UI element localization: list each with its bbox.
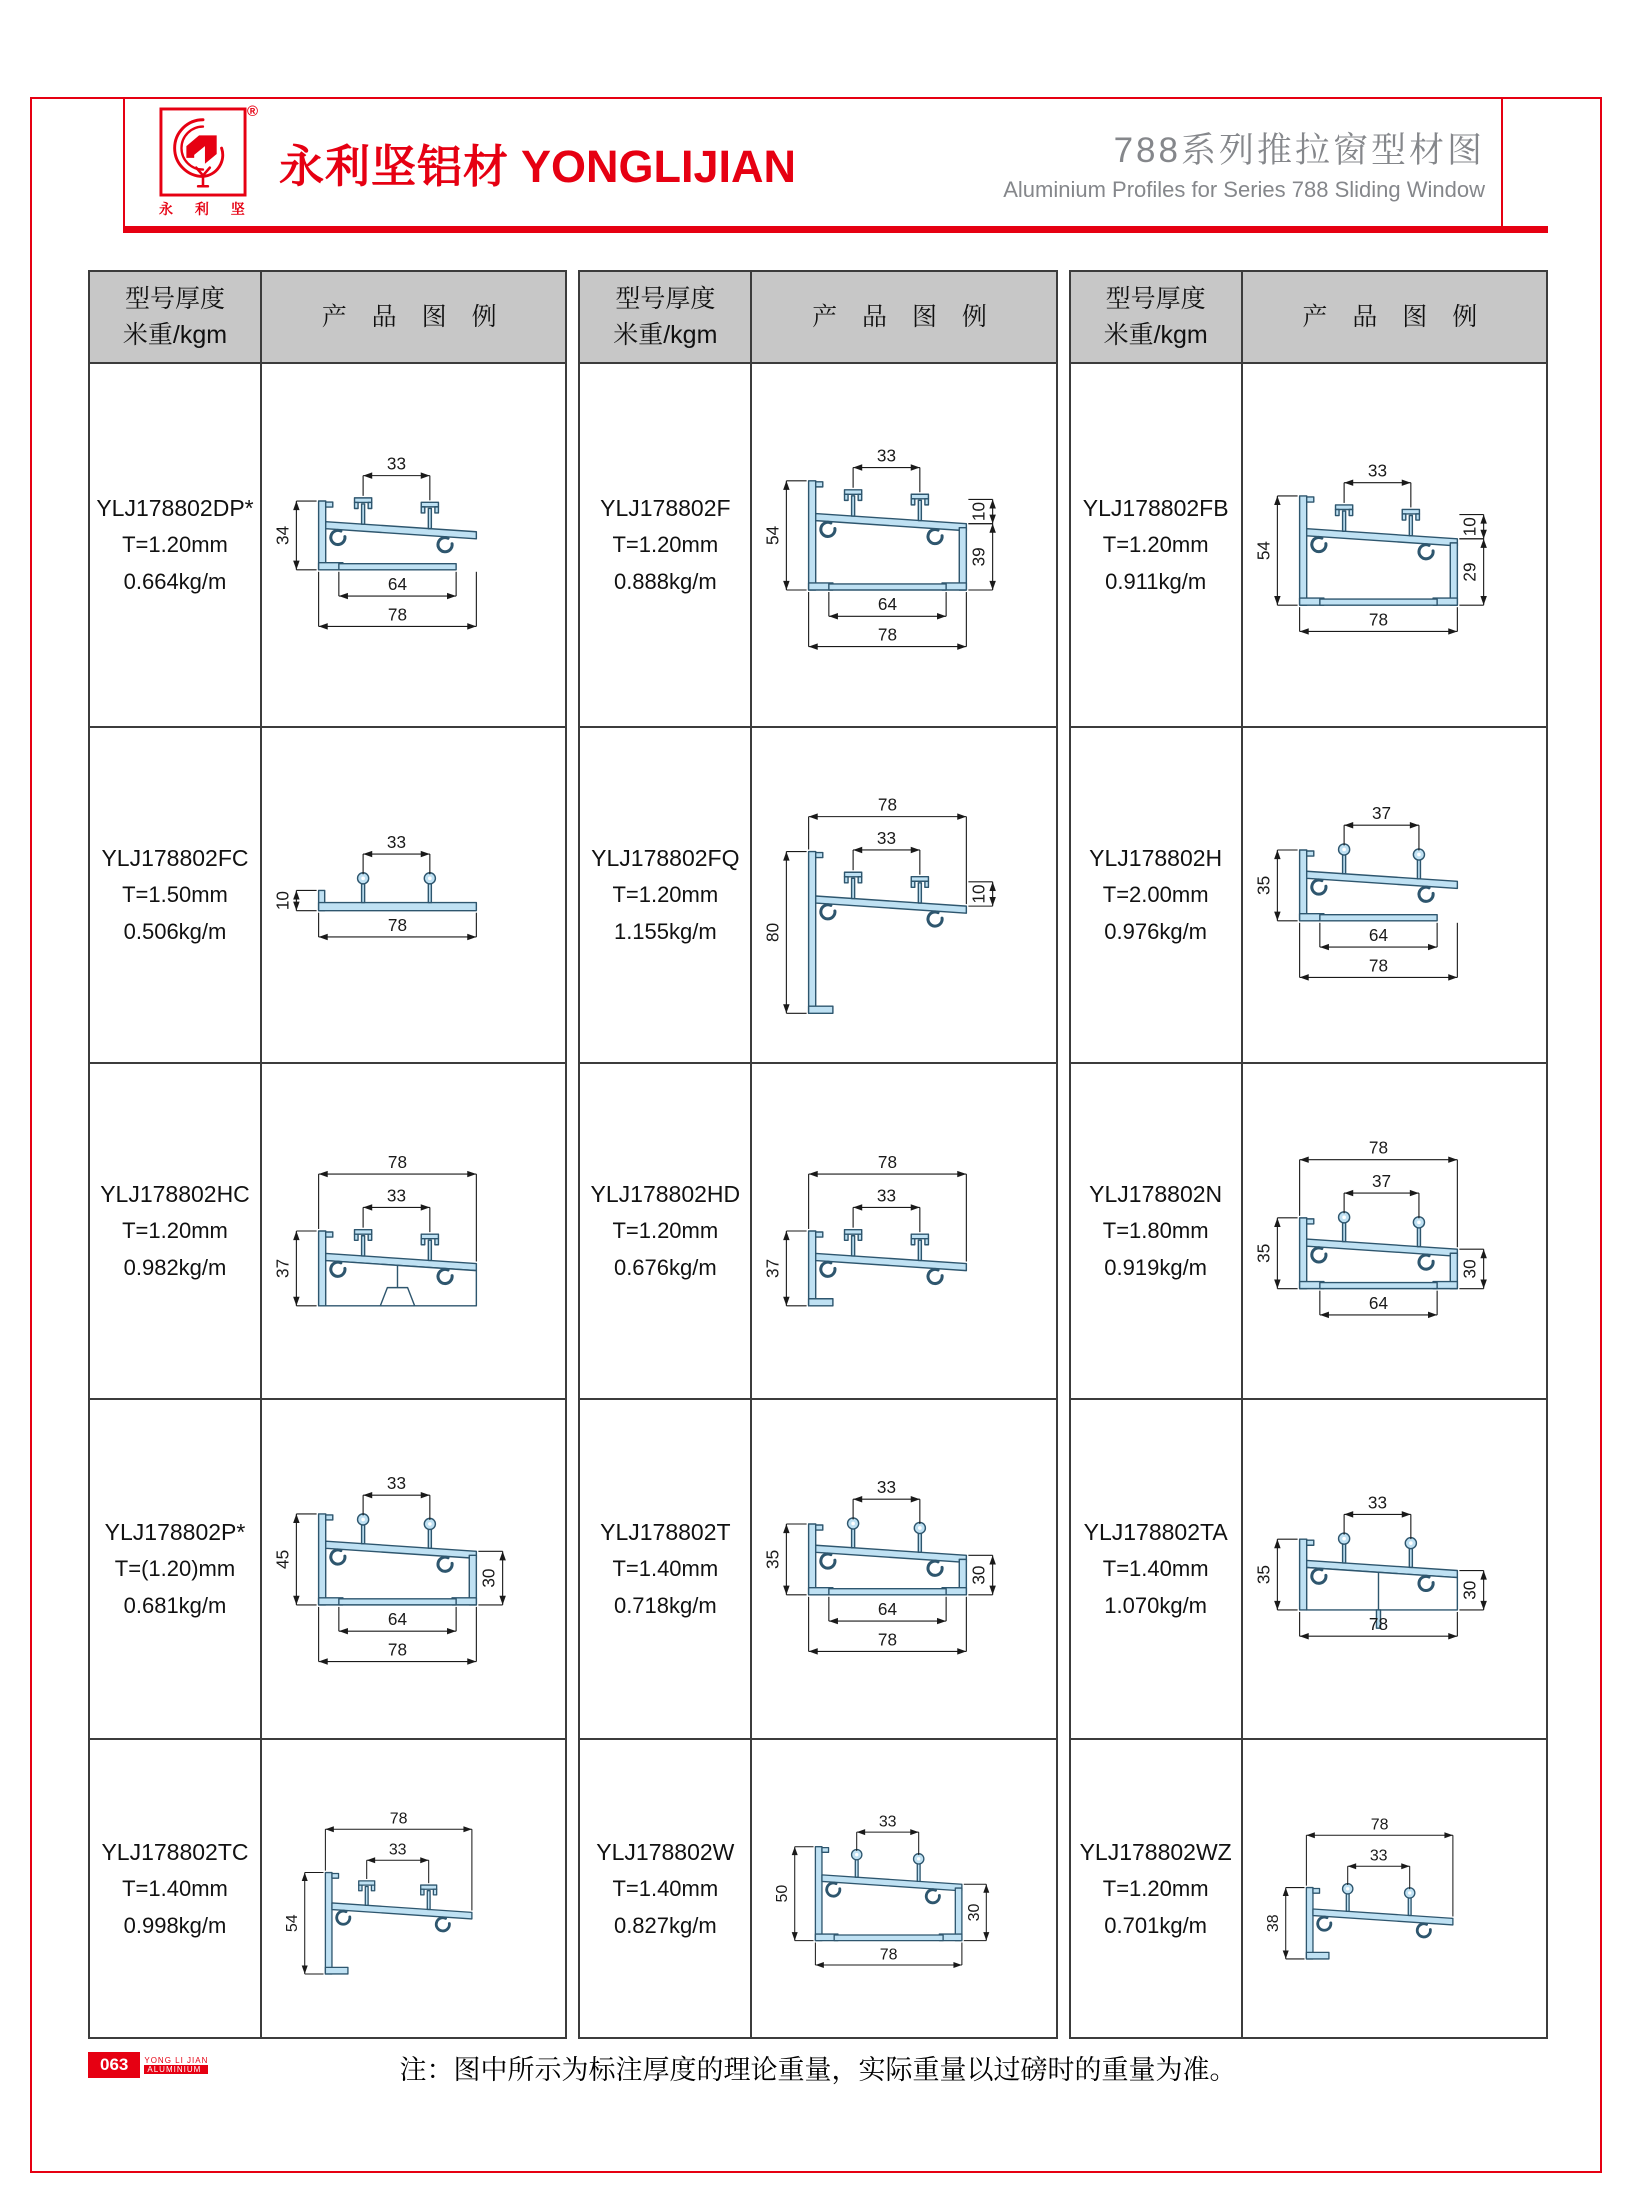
- product-weight: 0.982kg/m: [123, 1255, 227, 1280]
- profile-drawing: [262, 1742, 565, 2035]
- dim-label: 78: [878, 624, 898, 645]
- brand-logo-characters: 永 利 坚: [159, 200, 254, 217]
- dim-label: 37: [762, 1258, 783, 1278]
- page-title: 788系列推拉窗型材图: [1113, 130, 1485, 170]
- product-code: YLJ178802W: [596, 1838, 735, 1865]
- product-figure-cell: [752, 364, 1055, 728]
- column-header-model-line2: 米重/kgm: [613, 321, 718, 349]
- dim-label: 29: [1459, 562, 1480, 582]
- product-thickness: T=2.00mm: [1102, 882, 1209, 907]
- dim-label: 33: [877, 1185, 897, 1206]
- column-header-figure: 产 品 图 例: [752, 272, 1055, 364]
- column-header-model-line1: 型号厚度: [1105, 285, 1206, 313]
- dim-label: 78: [880, 1946, 898, 1964]
- product-code: YLJ178802TA: [1083, 1519, 1228, 1545]
- profile-drawing: [1243, 1742, 1546, 2035]
- profile-drawing: [1243, 1066, 1546, 1396]
- product-thickness: T=1.20mm: [1102, 1875, 1209, 1901]
- page-number: 063: [88, 2052, 140, 2078]
- product-code: YLJ178802TC: [101, 1838, 249, 1865]
- dim-label: 78: [387, 1639, 408, 1660]
- product-thickness: T=1.20mm: [612, 1218, 719, 1243]
- product-code: YLJ178802F: [600, 495, 731, 521]
- product-label-cell: [580, 728, 752, 1064]
- product-figure-cell: [752, 1064, 1055, 1400]
- product-figure-cell: [1243, 1064, 1546, 1400]
- dim-label: 33: [877, 445, 897, 466]
- dim-label: 30: [1459, 1580, 1480, 1600]
- product-weight: 0.919kg/m: [1104, 1255, 1208, 1280]
- product-figure-cell: [752, 1400, 1055, 1740]
- dim-label: 37: [272, 1258, 293, 1278]
- dim-label: 37: [1371, 803, 1391, 824]
- column-header-figure: 产 品 图 例: [1243, 272, 1546, 364]
- dim-label: 10: [968, 884, 989, 904]
- product-weight: 0.976kg/m: [1104, 919, 1208, 944]
- dim-label: 54: [284, 1914, 302, 1933]
- product-label-cell: [1071, 1400, 1243, 1740]
- profile-drawing: [1243, 366, 1546, 724]
- company-name: [279, 130, 796, 195]
- product-figure-cell: [262, 1064, 565, 1400]
- product-label-cell: [580, 1740, 752, 2037]
- product-code: YLJ178802HD: [590, 1181, 741, 1207]
- page-subtitle: Aluminium Profiles for Series 788 Sliding Window: [1003, 176, 1485, 202]
- dim-label: 78: [878, 1629, 898, 1650]
- brand-logo: [159, 102, 259, 219]
- product-weight: 1.070kg/m: [1104, 1593, 1208, 1618]
- column-header-model-line1: 型号厚度: [124, 285, 225, 313]
- product-label-cell: [90, 1400, 262, 1740]
- table-group-2: [578, 270, 1057, 2039]
- dim-label: 64: [387, 1609, 408, 1630]
- product-label-cell: [1071, 1064, 1243, 1400]
- profile-drawing: [262, 1066, 565, 1396]
- dim-label: 35: [1252, 1243, 1273, 1263]
- dim-label: 33: [1367, 460, 1387, 481]
- product-figure-cell: [262, 728, 565, 1064]
- dim-label: 35: [1252, 875, 1273, 895]
- dim-label: 30: [478, 1568, 499, 1588]
- dim-label: 34: [272, 525, 293, 545]
- dim-label: 78: [878, 1151, 898, 1172]
- product-code: YLJ178802FC: [101, 845, 249, 871]
- product-weight: 0.676kg/m: [613, 1255, 717, 1280]
- product-thickness: T=1.50mm: [122, 882, 228, 907]
- registered-mark: ®: [247, 102, 259, 120]
- product-thickness: T=1.80mm: [1102, 1218, 1209, 1243]
- profile-drawing: [1243, 730, 1546, 1060]
- dim-label: 37: [1371, 1171, 1391, 1192]
- dim-label: 78: [1370, 1816, 1389, 1834]
- dim-label: 33: [877, 1477, 897, 1498]
- product-code: YLJ178802N: [1089, 1181, 1223, 1207]
- dim-label: 78: [878, 794, 898, 815]
- dim-label: 35: [1252, 1565, 1273, 1585]
- product-figure-cell: [1243, 1740, 1546, 2037]
- dim-label: 80: [762, 922, 783, 942]
- profile-drawing: [752, 366, 1055, 724]
- product-thickness: T=1.40mm: [1102, 1556, 1209, 1581]
- product-thickness: T=1.20mm: [612, 882, 719, 907]
- table-group-3: [1069, 270, 1548, 2039]
- header: [123, 97, 1503, 226]
- brand-logo-icon: [159, 107, 247, 197]
- dim-label: 39: [968, 547, 989, 567]
- product-thickness: T=(1.20)mm: [114, 1556, 236, 1581]
- product-code: YLJ178802WZ: [1079, 1838, 1232, 1865]
- product-weight: 0.506kg/m: [123, 919, 227, 944]
- dim-label: 78: [1368, 1614, 1388, 1635]
- dim-label: 33: [1367, 1492, 1387, 1513]
- product-label-cell: [580, 1400, 752, 1740]
- dim-label: 10: [272, 891, 293, 911]
- product-figure-cell: [1243, 364, 1546, 728]
- product-thickness: T=1.40mm: [122, 1875, 228, 1901]
- column-header-model-line2: 米重/kgm: [122, 321, 228, 349]
- product-thickness: T=1.20mm: [122, 532, 228, 557]
- dim-label: 33: [386, 1473, 407, 1494]
- product-weight: 1.155kg/m: [613, 919, 717, 944]
- company-name-cn: 永利坚铝材: [279, 141, 510, 192]
- profile-drawing: [262, 366, 565, 724]
- product-thickness: T=1.20mm: [612, 532, 719, 557]
- profile-drawing: [262, 1402, 565, 1736]
- dim-label: 33: [877, 827, 897, 848]
- column-header-model-line2: 米重/kgm: [1103, 321, 1208, 349]
- product-code: YLJ178802HC: [100, 1181, 250, 1207]
- product-figure-cell: [262, 1740, 565, 2037]
- product-code: YLJ178802H: [1089, 845, 1223, 871]
- product-weight: 0.888kg/m: [613, 569, 717, 594]
- dim-label: 10: [1459, 517, 1480, 537]
- table-group-1: [88, 270, 567, 2039]
- product-thickness: T=1.40mm: [612, 1556, 719, 1581]
- product-label-cell: [90, 728, 262, 1064]
- dim-label: 10: [968, 501, 989, 522]
- dim-label: 33: [388, 1841, 407, 1859]
- product-code: YLJ178802FB: [1082, 495, 1229, 521]
- product-code: YLJ178802P*: [104, 1519, 246, 1545]
- dim-label: 64: [878, 594, 898, 615]
- dim-label: 45: [272, 1549, 293, 1569]
- footer-brand-top: YONG LI JIAN: [144, 2056, 209, 2065]
- dim-label: 64: [387, 573, 408, 594]
- product-label-cell: [90, 364, 262, 728]
- dim-label: 78: [389, 1810, 408, 1828]
- product-label-cell: [90, 1740, 262, 2037]
- dim-label: 33: [386, 453, 407, 474]
- product-weight: 0.701kg/m: [1104, 1912, 1208, 1938]
- product-label-cell: [580, 1064, 752, 1400]
- dim-label: 50: [774, 1884, 792, 1903]
- product-code: YLJ178802FQ: [591, 845, 740, 871]
- product-figure-cell: [752, 1740, 1055, 2037]
- page-title-block: [1003, 123, 1485, 203]
- profile-drawing: [1243, 1402, 1546, 1736]
- product-label-cell: [580, 364, 752, 728]
- header-rule: [123, 226, 1548, 233]
- dim-label: 78: [387, 914, 408, 935]
- dim-label: 30: [966, 1903, 984, 1922]
- dim-label: 35: [762, 1549, 783, 1569]
- product-figure-cell: [1243, 728, 1546, 1064]
- dim-label: 78: [387, 604, 408, 625]
- product-weight: 0.718kg/m: [613, 1593, 717, 1618]
- product-figure-cell: [262, 364, 565, 728]
- footer-note: 注：图中所示为标注厚度的理论重量，实际重量以过磅时的重量为准。: [399, 2055, 1237, 2085]
- product-label-cell: [1071, 728, 1243, 1064]
- product-code: YLJ178802T: [600, 1519, 731, 1545]
- dim-label: 33: [386, 831, 407, 852]
- dim-label: 33: [879, 1813, 897, 1831]
- product-label-cell: [90, 1064, 262, 1400]
- column-header-model: [1071, 272, 1243, 364]
- product-figure-cell: [1243, 1400, 1546, 1740]
- product-weight: 0.998kg/m: [123, 1912, 227, 1938]
- profile-drawing: [752, 730, 1055, 1060]
- product-weight: 0.827kg/m: [613, 1912, 717, 1938]
- column-header-model: [90, 272, 262, 364]
- column-header-figure: 产 品 图 例: [262, 272, 565, 364]
- product-weight: 0.664kg/m: [123, 569, 227, 594]
- dim-label: 30: [968, 1565, 989, 1585]
- footer-brand-bottom: ALUMINIUM: [144, 2065, 208, 2074]
- product-label-cell: [1071, 1740, 1243, 2037]
- product-label-cell: [1071, 364, 1243, 728]
- column-header-model-line1: 型号厚度: [615, 285, 716, 313]
- product-figure-cell: [752, 728, 1055, 1064]
- profile-drawing: [752, 1742, 1055, 2035]
- dim-label: 33: [1369, 1847, 1388, 1865]
- dim-label: 64: [1368, 1292, 1388, 1313]
- dim-label: 64: [1368, 925, 1388, 946]
- product-thickness: T=1.20mm: [1102, 532, 1209, 557]
- product-thickness: T=1.20mm: [122, 1218, 228, 1243]
- product-thickness: T=1.40mm: [612, 1875, 719, 1901]
- dim-label: 30: [1459, 1259, 1480, 1279]
- profile-table: [88, 270, 1548, 2039]
- product-weight: 0.911kg/m: [1105, 569, 1207, 594]
- column-header-model: [580, 272, 752, 364]
- dim-label: 64: [878, 1599, 898, 1620]
- product-code: YLJ178802DP*: [96, 495, 254, 521]
- profile-drawing: [262, 730, 565, 1060]
- dim-label: 78: [1368, 1137, 1388, 1158]
- dim-label: 78: [1368, 609, 1388, 630]
- dim-label: 33: [386, 1185, 407, 1206]
- company-name-en: YONGLIJIAN: [521, 141, 797, 192]
- dim-label: 54: [1252, 541, 1273, 561]
- dim-label: 38: [1264, 1914, 1282, 1933]
- dim-label: 78: [387, 1151, 408, 1172]
- dim-label: 78: [1368, 955, 1388, 976]
- profile-drawing: [752, 1066, 1055, 1396]
- profile-drawing: [752, 1402, 1055, 1736]
- product-weight: 0.681kg/m: [123, 1593, 227, 1618]
- product-figure-cell: [262, 1400, 565, 1740]
- dim-label: 54: [762, 525, 783, 545]
